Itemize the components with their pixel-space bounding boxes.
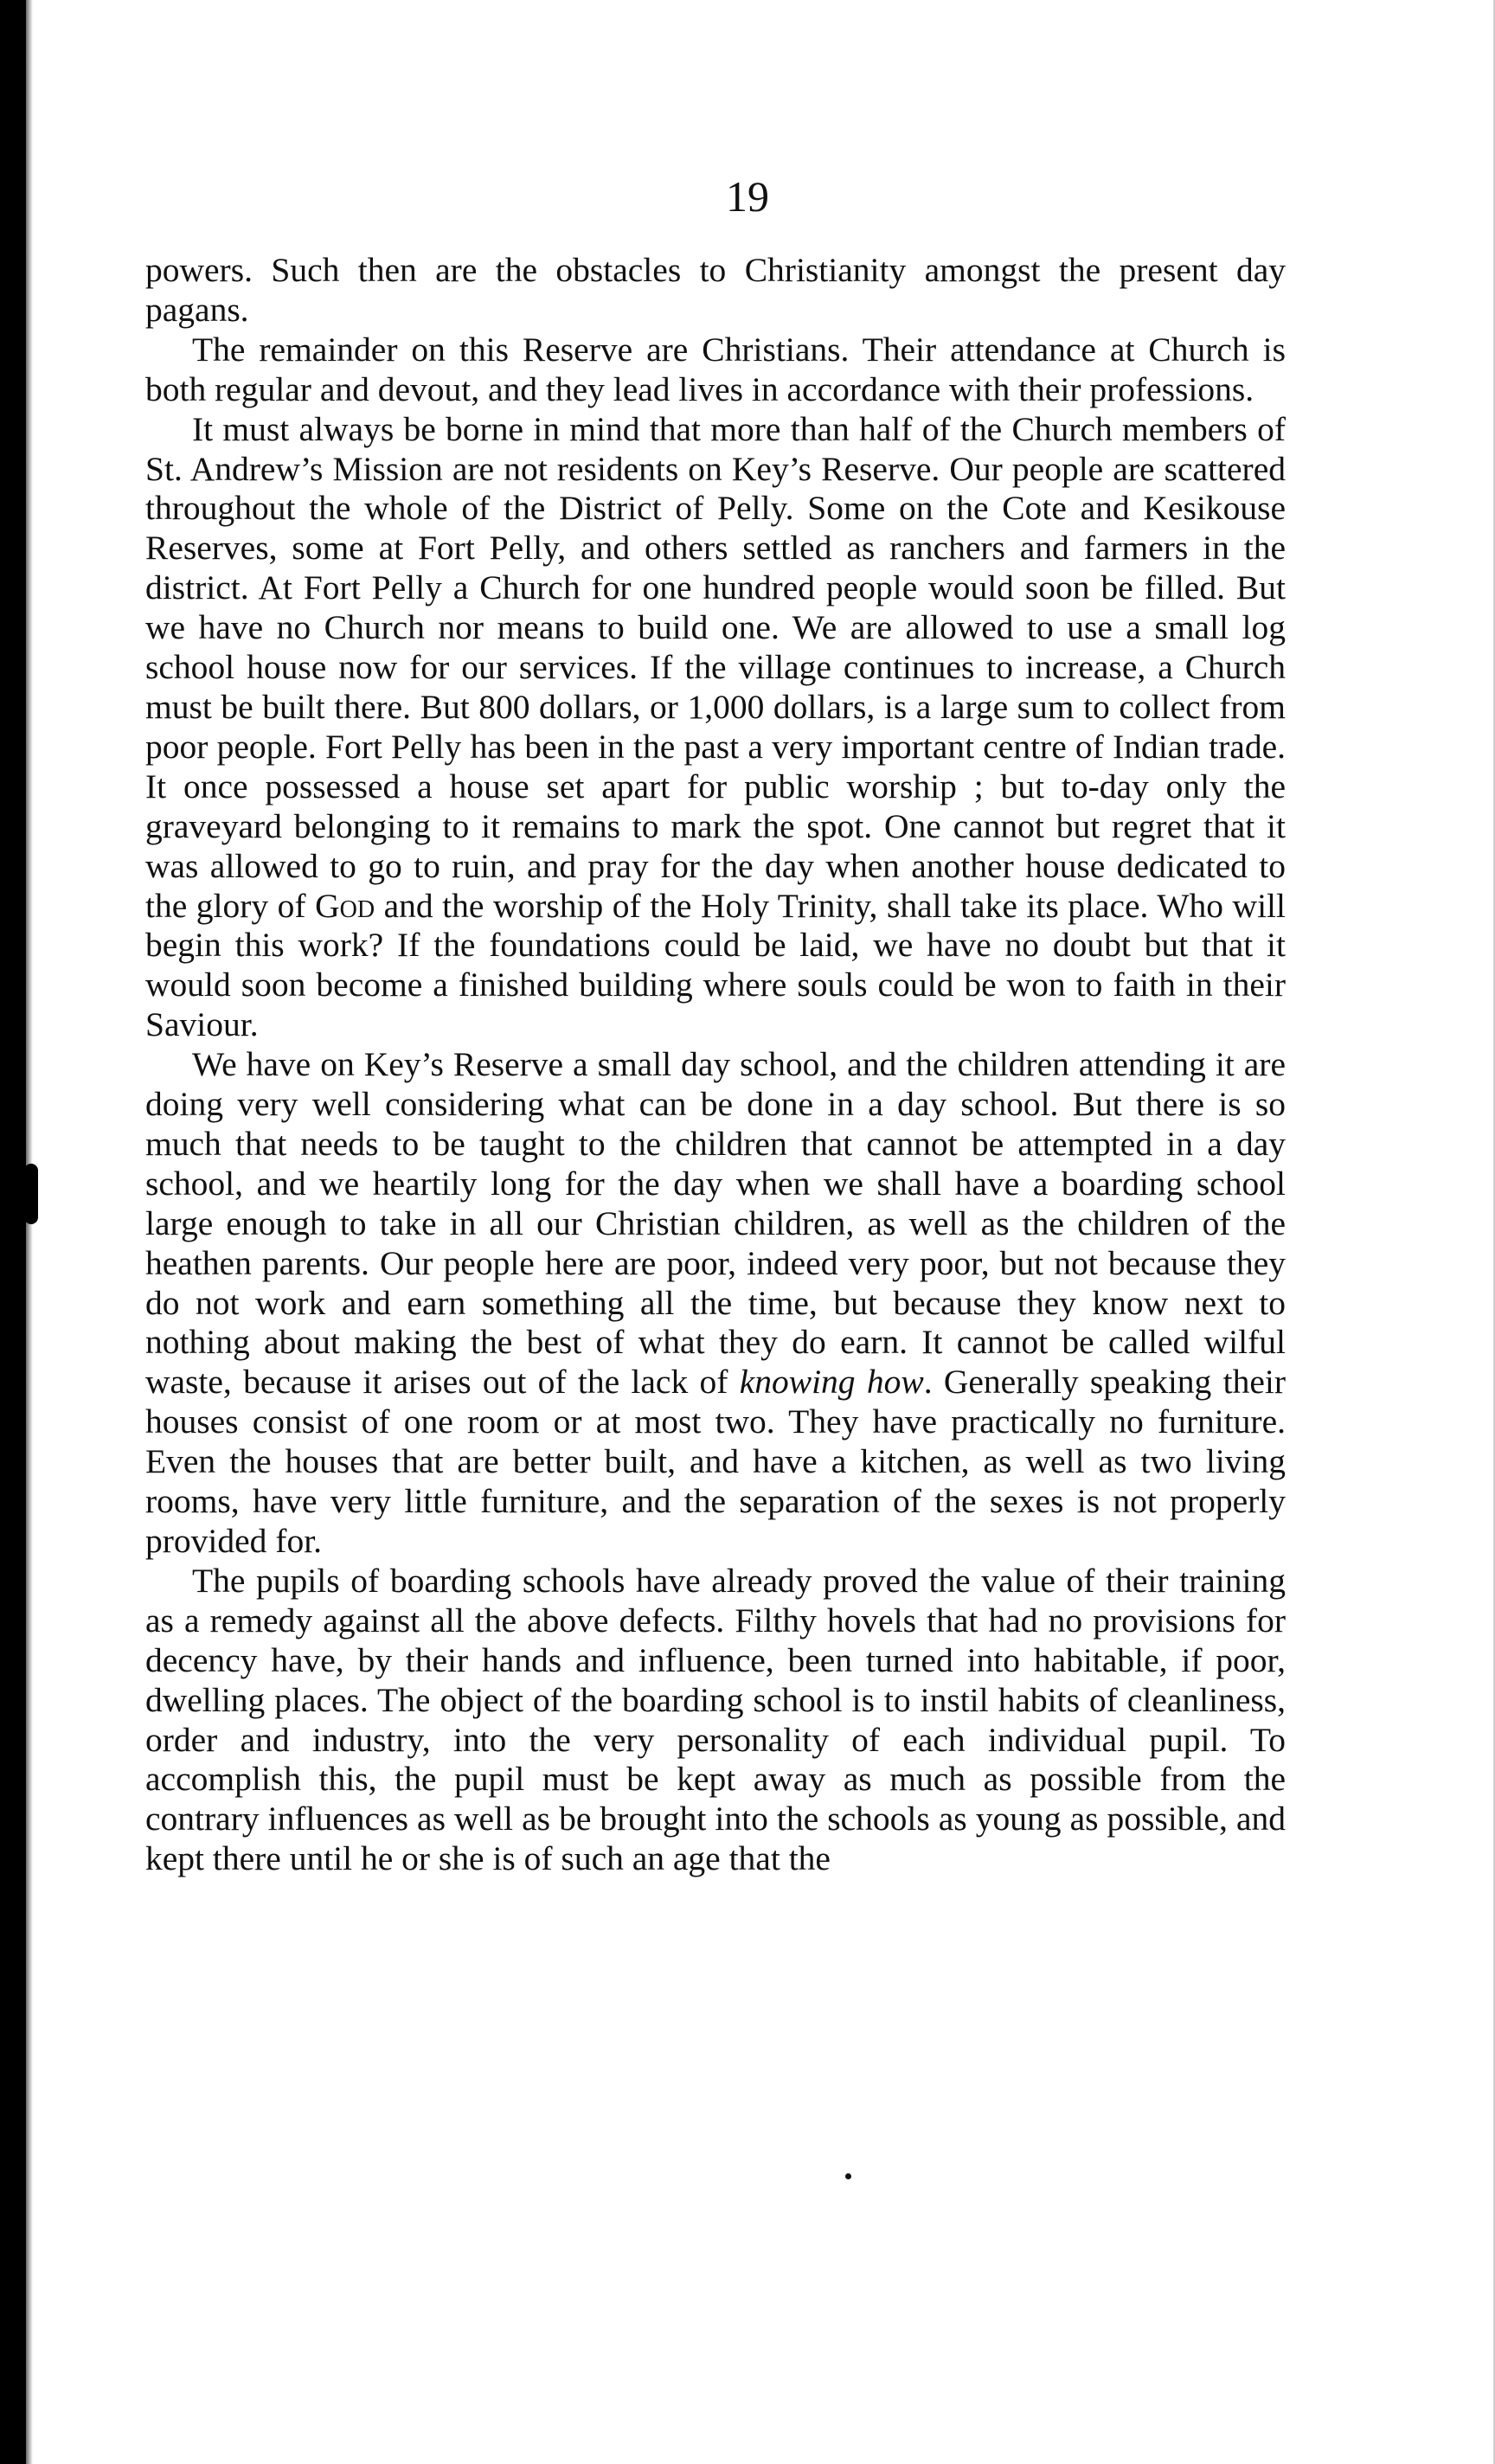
- paragraph-3-part-1: It must always be borne in mind that more than half of the Church members of St. Andrew’s Mission are not residents on Key’s Reserve. Our people are scattered throughout the whole of the District of Pelly. Some on the Cote and Kesikouse Reserves, some at Fort Pelly, and others settled as ranchers and farmers in the district. At Fort Pelly a Church for one hundred people would soon be filled. But we have no Church nor means to build one. We are allowed to use a small log school house now for our services. If the village continues to increase, a Church must be built there. But 800 dollars, or 1,000 dollars, is a large sum to collect from poor people. Fort Pelly has been in the past a very important centre of Indian trade. It once possessed a house set apart for public worship ; but to-day only the graveyard belonging to it remains to mark the spot. One cannot but regret that it was allowed to go to ruin, and pray for the day when another house dedicated to the glory of: [145, 409, 1286, 925]
- paragraph-3-part-2: and the worship of the Holy Trinity, shall take its place. Who will begin this work? If the foundations could be laid, we have no doubt but that it would soon become a finished building where souls could be won to faith in their Saviour.: [145, 886, 1286, 1044]
- paragraph-4-part-2: . Generally speaking their houses consist of one room or at most two. They have practically no furniture. Even the houses that are better built, and have a kitchen, as well as two living rooms, have very little furniture, and the separation of the sexes is not properly provided for.: [145, 1363, 1286, 1560]
- page-number: 19: [726, 172, 769, 221]
- binding-shadow: [26, 0, 33, 2464]
- paragraph-1: powers. Such then are the obstacles to Christianity amongst the present day pagans.: [145, 251, 1286, 329]
- paragraph-4: [145, 1045, 1286, 1562]
- ink-speck: [845, 2173, 851, 2179]
- body-text: [145, 251, 1286, 1879]
- paragraph-2: The remainder on this Reserve are Christians. Their attendance at Church is both regular and devout, and they lead lives in accordance with their professions.: [145, 330, 1286, 408]
- paragraph-3: [145, 410, 1286, 1046]
- paragraph-4-italic: knowing how: [739, 1363, 924, 1402]
- scan-border-left: [0, 0, 26, 2464]
- paragraph-4-part-1: We have on Key’s Reserve a small day school, and the children attending it are doing very well considering what can be done in a day school. But there is so much that needs to be taught to the children that cannot be attempted in a day school, and we heartily long for the day when we shall have a boarding school large enough to take in all our Christian children, as well as the children of the heathen parents. Our people here are poor, indeed very poor, but not because they do not work and earn something all the time, but because they know next to nothing about making the best of what they do earn. It cannot be called wilful waste, because it arises out of the lack of: [145, 1045, 1286, 1402]
- paragraph-3-god: God: [315, 886, 375, 925]
- paragraph-5: The pupils of boarding schools have already proved the value of their training as a remedy against all the above defects. Filthy hovels that had no provisions for decency have, by their hands and influence, been turned into habitable, if poor, dwelling places. The object of the boarding school is to instil habits of cleanliness, order and industry, into the very personality of each individual pupil. To accomplish this, the pupil must be kept away as much as possible from the contrary influences as well as be brought into the schools as young as possible, and kept there until he or she is of such an age that the: [145, 1561, 1286, 1878]
- binding-mark: [24, 1164, 38, 1224]
